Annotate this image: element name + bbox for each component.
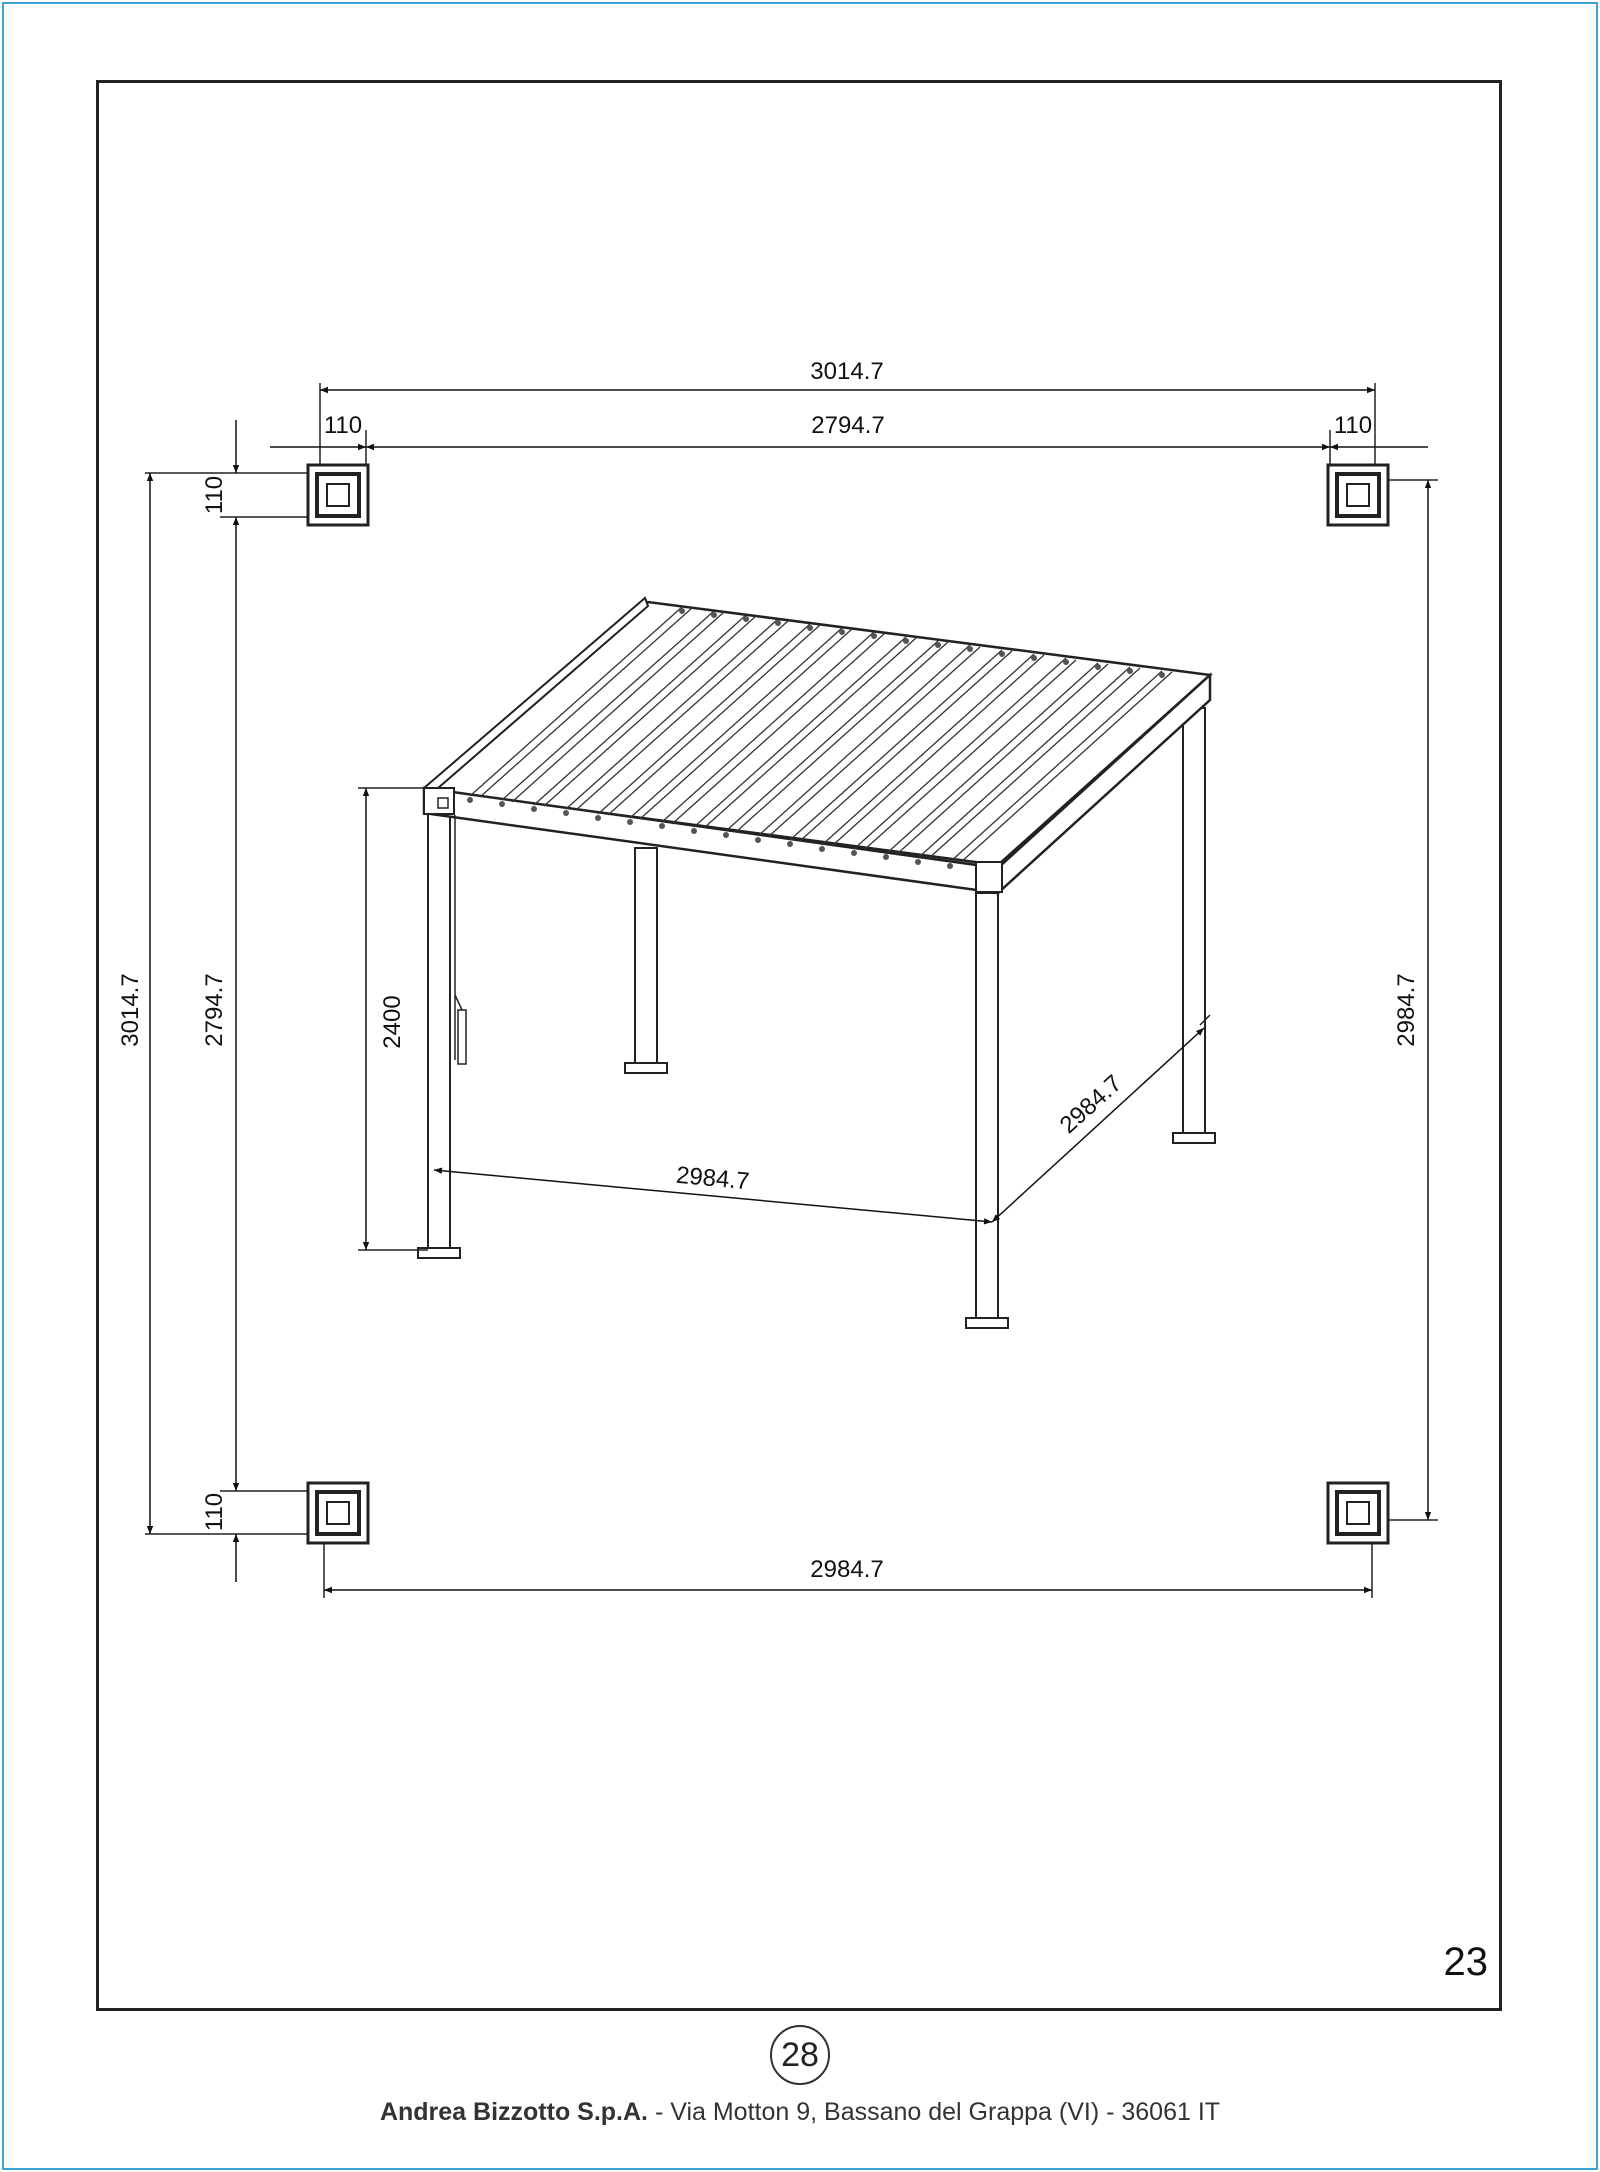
dim-side-depth: 2984.7 — [1054, 1069, 1128, 1140]
page-number: 28 — [781, 2035, 819, 2074]
dim-left-top-post: 110 — [201, 475, 228, 515]
footer — [0, 2098, 1600, 2127]
plan-extension-lines — [145, 383, 1438, 1598]
sheet-number: 23 — [1443, 1940, 1488, 1984]
post-bottom-right — [1328, 1483, 1388, 1543]
dim-bottom-span: 2984.7 — [810, 1556, 884, 1583]
plan-dimension-lines — [150, 390, 1428, 1590]
page-number-circle — [770, 2025, 830, 2085]
dim-left-overall: 3014.7 — [117, 973, 144, 1047]
dim-top-overall: 3014.7 — [810, 358, 884, 385]
post-bottom-left — [308, 1483, 368, 1543]
footer-address: - Via Motton 9, Bassano del Grappa (VI) - 36061 IT — [648, 2098, 1221, 2126]
post-top-right — [1328, 465, 1388, 525]
dim-height: 2400 — [379, 995, 406, 1049]
dim-top-left-post: 110 — [323, 412, 363, 439]
dim-left-bottom-post: 110 — [201, 1492, 228, 1532]
dim-top-right-post: 110 — [1333, 412, 1373, 439]
dim-right-span: 2984.7 — [1393, 973, 1420, 1047]
dim-top-inner: 2794.7 — [811, 412, 885, 439]
footer-company: Andrea Bizzotto S.p.A. — [379, 2098, 648, 2126]
post-top-left — [308, 465, 368, 525]
dim-left-inner: 2794.7 — [201, 973, 228, 1047]
dim-front-width: 2984.7 — [674, 1161, 751, 1196]
crank-handle — [455, 815, 466, 1064]
